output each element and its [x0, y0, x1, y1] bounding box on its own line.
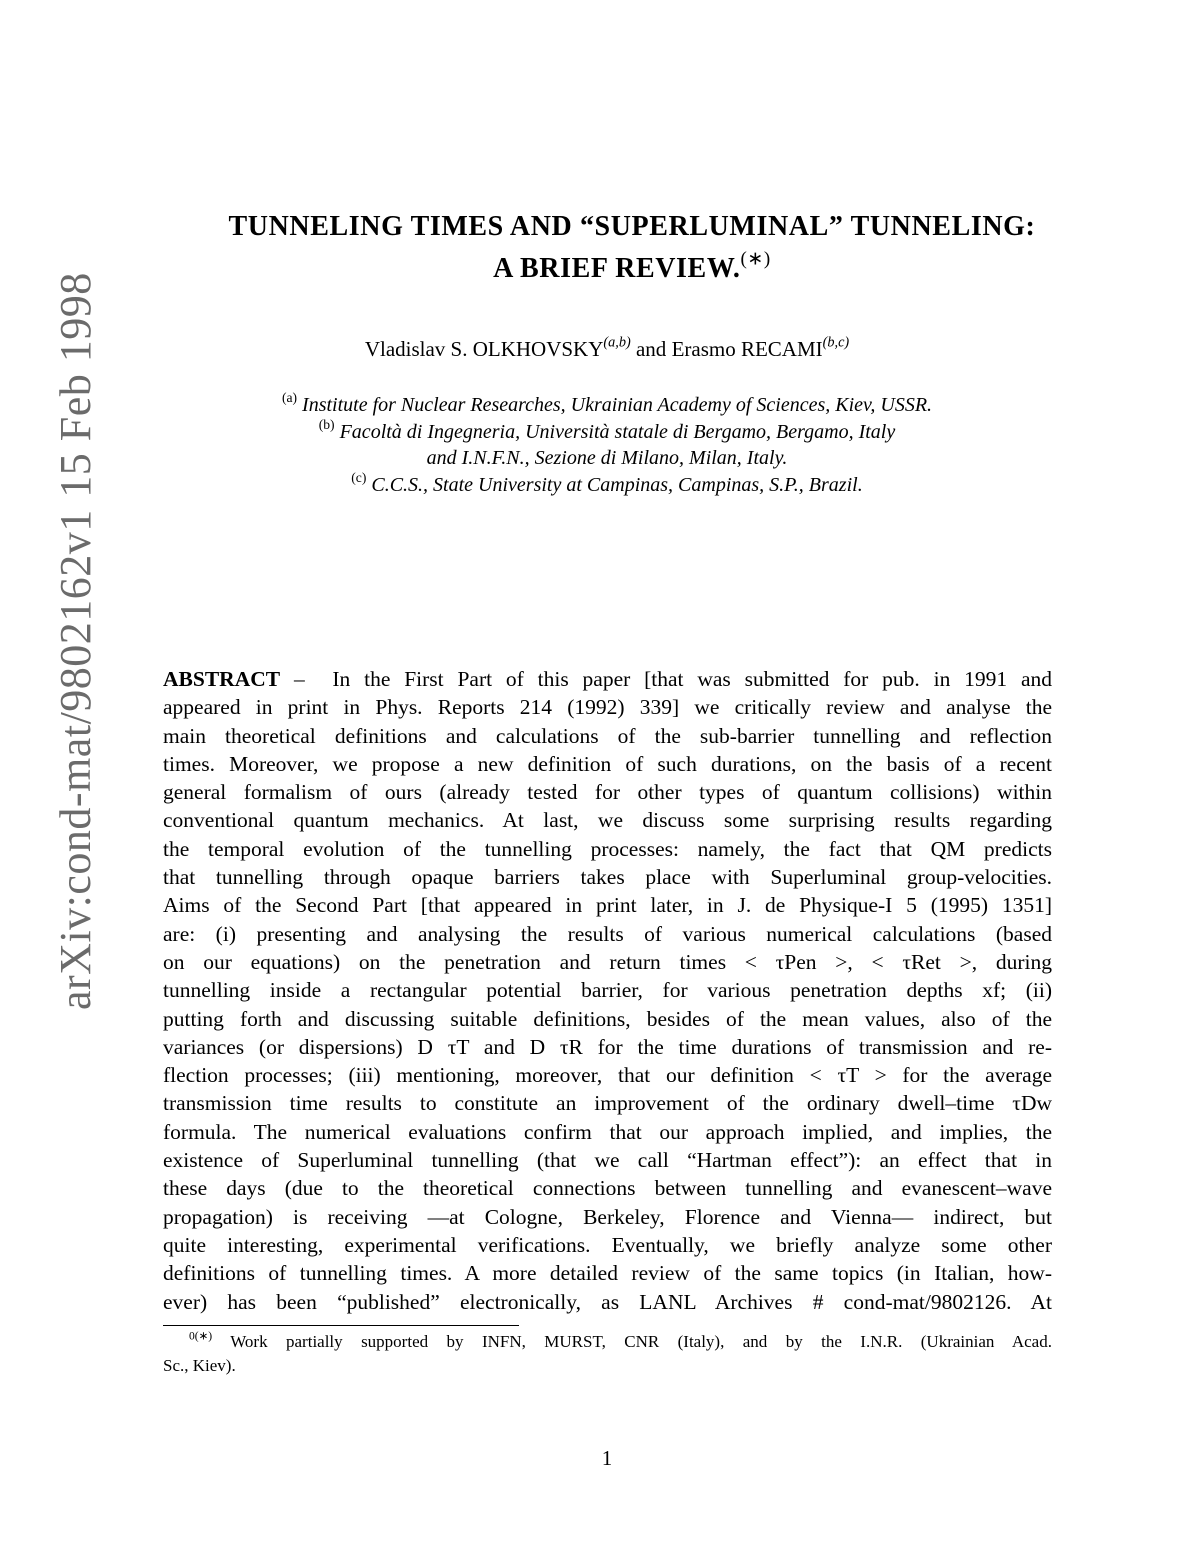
abstract-line: existence of Superluminal tunnelling (that we call “Hartman effect”): an effect that in: [163, 1148, 1052, 1173]
author-conjunction: and: [635, 337, 667, 361]
affiliation-mark: (a): [281, 390, 298, 406]
affiliations: [100, 392, 1114, 498]
page-number: 1: [601, 1446, 613, 1470]
abstract-line: propagation) is receiving —at Cologne, Berkeley, Florence and Vienna— indirect, but: [163, 1204, 1052, 1229]
abstract-line: ever) has been “published” electronically, as LANL Archives # cond-mat/9802126. At: [163, 1289, 1052, 1314]
title-footnote-marker: (∗): [740, 248, 771, 270]
author-1-name: Vladislav S. OLKHOVSKY: [364, 337, 604, 361]
title-line-2: [100, 248, 1164, 290]
abstract-line: appeared in print in Phys. Reports 214 (1992) 339] we critically review and analyse the: [163, 695, 1052, 720]
footnote-line-2: Sc., Kiev).: [163, 1356, 236, 1375]
abstract-line: on our equations) on the penetration and return times < τPen >, < τRet >, during: [163, 949, 1052, 974]
author-2-affiliation-mark: (b,c): [822, 334, 850, 351]
author-2-name: Erasmo RECAMI: [671, 337, 823, 361]
abstract-line: variances (or dispersions) D τT and D τR for the time durations of transmission and re-: [163, 1034, 1052, 1059]
abstract-line: quite interesting, experimental verifications. Eventually, we briefly analyze some other: [163, 1232, 1052, 1257]
title-line-1: TUNNELING TIMES AND “SUPERLUMINAL” TUNNELING:: [228, 211, 1036, 242]
abstract-line: Aims of the Second Part [that appeared in print later, in J. de Physique-I 5 (1995) 1351]: [163, 893, 1052, 918]
affiliation-text: and I.N.F.N., Sezione di Milano, Milan, Italy.: [426, 447, 788, 469]
abstract-line: transmission time results to constitute an improvement of the ordinary dwell–time τDw: [163, 1091, 1052, 1116]
footnote: [163, 1330, 1052, 1378]
abstract-dash: –: [293, 667, 305, 691]
arxiv-identifier-stamp: arXiv:cond-mat/9802162v1 15 Feb 1998: [51, 272, 100, 1010]
abstract-line: the temporal evolution of the tunnelling processes: namely, the fact that QM predicts: [163, 836, 1052, 861]
affiliation-b-continued: [100, 445, 1114, 472]
affiliation-text: Facoltà di Ingegneria, Università statale di Bergamo, Bergamo, Italy: [339, 420, 896, 443]
footnote-line-1: [163, 1330, 1052, 1354]
affiliation-mark: (b): [318, 416, 335, 432]
affiliation-b: [100, 416, 1114, 446]
abstract: [163, 665, 1052, 1316]
title-line-2-text: A BRIEF REVIEW.: [493, 253, 741, 284]
abstract-line: times. Moreover, we propose a new definition of such durations, on the basis of a recent: [163, 751, 1052, 776]
author-list: [100, 334, 1114, 364]
footnote-mark: 0(∗): [189, 1329, 213, 1343]
abstract-line-1: [163, 665, 1052, 693]
abstract-heading: ABSTRACT: [163, 667, 281, 691]
abstract-line: that tunnelling through opaque barriers takes place with Superluminal group-velocities.: [163, 865, 1052, 890]
abstract-line: are: (i) presenting and analysing the results of various numerical calculations (based: [163, 921, 1052, 946]
abstract-line: main theoretical definitions and calculations of the sub-barrier tunnelling and reflection: [163, 723, 1052, 748]
footnote-text: Work partially supported by INFN, MURST, CNR (Italy), and by the I.N.R. (Ukrainian Acad.: [230, 1332, 1052, 1351]
abstract-line-text: In the First Part of this paper [that was submitted for pub. in 1991 and: [332, 667, 1053, 691]
abstract-line: general formalism of ours (already tested for other types of quantum collisions) within: [163, 780, 1052, 805]
abstract-line: tunnelling inside a rectangular potential barrier, for various penetration depths xf; (ii): [163, 978, 1052, 1003]
affiliation-mark: (c): [351, 469, 367, 485]
abstract-line: putting forth and discussing suitable definitions, besides of the mean values, also of the: [163, 1006, 1052, 1031]
author-1-affiliation-mark: (a,b): [603, 334, 631, 351]
affiliation-text: C.C.S., State University at Campinas, Campinas, S.P., Brazil.: [371, 473, 863, 496]
abstract-line: flection processes; (iii) mentioning, moreover, that our definition < τT > for the average: [163, 1063, 1052, 1088]
abstract-line: formula. The numerical evaluations confirm that our approach implied, and implies, the: [163, 1119, 1052, 1144]
affiliation-c: [100, 469, 1114, 499]
affiliation-text: Institute for Nuclear Researches, Ukrainian Academy of Sciences, Kiev, USSR.: [302, 394, 933, 416]
abstract-line: definitions of tunnelling times. A more detailed review of the same topics (in Italian, how-: [163, 1261, 1052, 1286]
paper-title: [100, 206, 1164, 290]
abstract-line: these days (due to the theoretical connections between tunnelling and evanescent–wave: [163, 1176, 1052, 1201]
affiliation-a: [100, 392, 1114, 419]
abstract-line: conventional quantum mechanics. At last, we discuss some surprising results regarding: [163, 808, 1052, 833]
footnote-separator: [163, 1325, 519, 1326]
